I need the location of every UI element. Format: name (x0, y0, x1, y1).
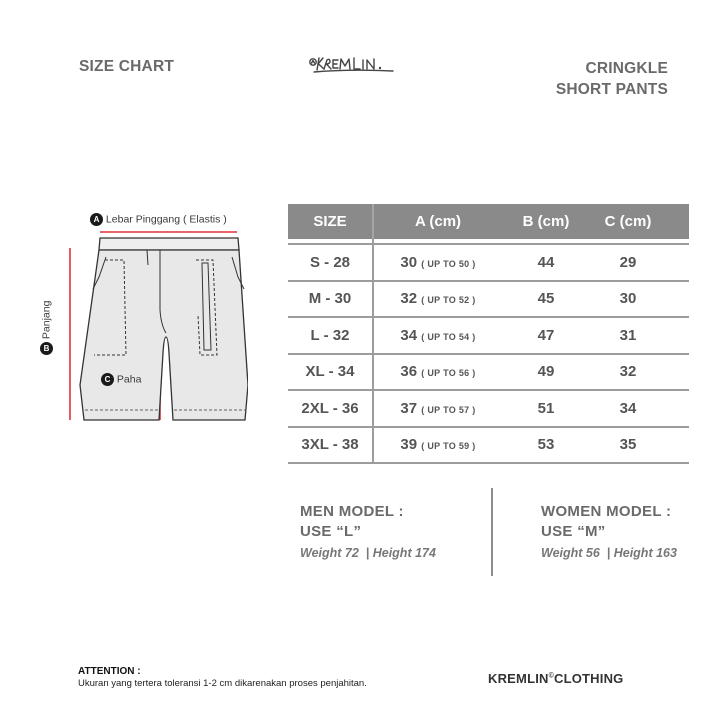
label-a (90, 213, 227, 226)
label-c-text: Paha (116, 373, 142, 386)
label-b-badge: B (40, 342, 53, 355)
product-name-line1: CRINGKLE (585, 60, 668, 77)
attention-title: ATTENTION : (78, 666, 141, 677)
cell-b: 53 (537, 436, 555, 454)
label-b-text: Panjang (40, 300, 53, 340)
cell-b: 47 (537, 326, 555, 344)
women-model-title: WOMEN MODEL : (541, 503, 672, 520)
table-header (288, 204, 689, 239)
cell-a: 32 ( UP TO 52 ) (400, 290, 476, 308)
table-row (288, 282, 689, 319)
men-model-stats: Weight 72 | Height 174 (300, 546, 436, 560)
cell-size: 2XL - 36 (288, 391, 374, 426)
women-model-stats: Weight 56 | Height 163 (541, 546, 677, 560)
cell-a: 39 ( UP TO 59 ) (400, 436, 476, 454)
table-row (288, 318, 689, 355)
label-c (101, 373, 141, 386)
product-name (556, 58, 668, 100)
brand-footer (488, 671, 623, 686)
women-model-info (541, 503, 677, 560)
cell-a: 36 ( UP TO 56 ) (400, 363, 476, 381)
cell-a-note: ( UP TO 59 ) (421, 441, 476, 452)
label-a-text: Lebar Pinggang ( Elastis ) (105, 213, 227, 226)
signature-logo-icon (308, 52, 416, 76)
cell-c: 34 (619, 399, 637, 417)
size-table (288, 204, 689, 464)
cell-c: 35 (619, 436, 637, 454)
label-b (40, 301, 53, 355)
models-divider (491, 488, 493, 576)
shorts-illustration (48, 205, 248, 435)
cell-c: 30 (619, 290, 637, 308)
cell-a: 30 ( UP TO 50 ) (400, 253, 476, 271)
table-row (288, 245, 689, 282)
cell-a-note: ( UP TO 54 ) (421, 331, 476, 342)
header-b: B (cm) (522, 213, 570, 230)
cell-b: 49 (537, 363, 555, 381)
cell-c: 29 (619, 253, 637, 271)
brand-logo (308, 52, 416, 76)
size-chart-title: SIZE CHART (79, 58, 174, 75)
attention-text: Ukuran yang tertera toleransi 1-2 cm dikarenakan proses penjahitan. (78, 678, 367, 689)
cell-size: XL - 34 (288, 355, 374, 390)
header-c: C (cm) (604, 213, 652, 230)
cell-b: 45 (537, 290, 555, 308)
header-size: SIZE (288, 204, 374, 239)
men-model-info (300, 503, 436, 560)
table-row (288, 355, 689, 392)
label-a-badge: A (90, 213, 103, 226)
cell-size: S - 28 (288, 245, 374, 280)
cell-a: 34 ( UP TO 54 ) (400, 326, 476, 344)
product-name-line2: SHORT PANTS (555, 81, 668, 98)
cell-a: 37 ( UP TO 57 ) (400, 399, 476, 417)
cell-a-note: ( UP TO 56 ) (421, 368, 476, 379)
men-model-use: USE “L” (300, 523, 362, 540)
cell-b: 44 (537, 253, 555, 271)
cell-a-note: ( UP TO 50 ) (421, 258, 476, 269)
cell-b: 51 (537, 399, 555, 417)
cell-size: 3XL - 38 (288, 428, 374, 463)
cell-a-note: ( UP TO 57 ) (421, 404, 476, 415)
label-c-badge: C (101, 373, 114, 386)
cell-size: M - 30 (288, 282, 374, 317)
men-model-title: MEN MODEL : (300, 503, 404, 520)
cell-a-note: ( UP TO 52 ) (421, 295, 476, 306)
cell-size: L - 32 (288, 318, 374, 353)
table-row (288, 428, 689, 465)
brand-mark: © (548, 672, 554, 680)
table-row (288, 391, 689, 428)
brand-tail: CLOTHING (553, 671, 624, 686)
cell-c: 32 (619, 363, 637, 381)
cell-c: 31 (619, 326, 637, 344)
shorts-diagram (40, 205, 248, 435)
women-model-use: USE “M” (541, 523, 606, 540)
brand-main: KREMLIN (488, 671, 549, 686)
header-a: A (cm) (414, 213, 462, 230)
